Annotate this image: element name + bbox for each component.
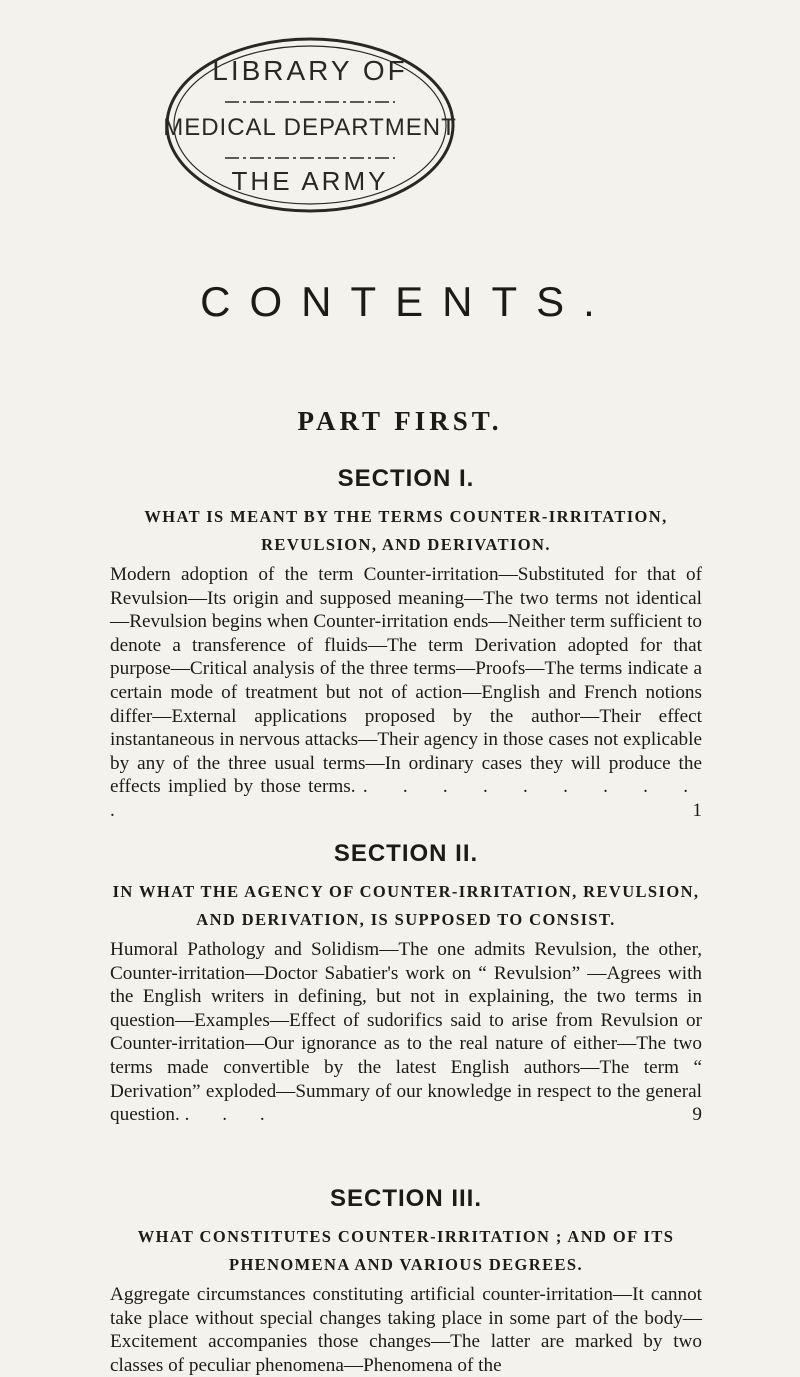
section-heading: SECTION I. xyxy=(337,465,475,492)
dot-leader: . . . xyxy=(184,1104,279,1126)
library-stamp xyxy=(160,30,460,220)
stamp-line-middle: MEDICAL DEPARTMENT xyxy=(163,114,457,141)
page-title: CONTENTS. xyxy=(200,278,614,325)
stamp-line-top: LIBRARY OF xyxy=(212,55,408,86)
page-number: 9 xyxy=(692,1104,702,1126)
section-summary xyxy=(110,938,702,1127)
section-caption: IN WHAT THE AGENCY OF COUNTER-IRRITATION, REVULSION, AND DERIVATION, IS SUPPOSED TO CONSIST. xyxy=(112,882,700,929)
section-heading: SECTION III. xyxy=(329,1185,482,1212)
page-number: 1 xyxy=(692,799,702,821)
section-summary xyxy=(110,1283,702,1377)
stamp-line-bottom: THE ARMY xyxy=(231,166,389,196)
section-summary-text: Humoral Pathology and Solidism—The one admits Revulsion, the other, Counter-irritation—Doctor Sabatier's work on “ Revulsion” —Agrees with the English writers in defining, but not in explaining, the two terms in question—Examples—Effect of sudorifics said to arise from Revulsion or Counter-irritation—Our ignorance as to the real nature of either—The two terms made convertible by the latest English authors—The term “ Derivation” exploded—Summary of our knowledge in respect to the general question. xyxy=(110,939,702,1126)
section-caption: WHAT IS MEANT BY THE TERMS COUNTER-IRRITATION, REVULSION, AND DERIVATION. xyxy=(144,507,668,554)
section-summary-text: Modern adoption of the term Counter-irritation—Substituted for that of Revulsion—Its origin and supposed meaning—The two terms not identical—Revulsion begins when Counter-irritation ends—Neither term sufficient to denote a transference of fluids—The term Derivation adopted for that purpose—Critical analysis of the three terms—Proofs—The terms indicate a certain mode of treatment but not of action—English and French notions differ—External applications proposed by the author—Their effect instantaneous in nervous attacks—Their agency in those cases not explicable by any of the three usual terms—In ordinary cases they will produce the effects implied by those terms. xyxy=(110,564,702,798)
dot-leader: . . . . . . . . . . xyxy=(110,776,703,821)
section-summary-text: Aggregate circumstances constituting artificial counter-irritation—It cannot take place without special changes taking place in some part of the body—Excitement accompanies those changes—The latter are marked by two classes of peculiar phenomena—Phenomena of the xyxy=(110,1284,702,1376)
section-1 xyxy=(110,465,702,823)
part-heading: PART FIRST. xyxy=(297,406,503,436)
section-2 xyxy=(110,840,702,1127)
section-caption: WHAT CONSTITUTES COUNTER-IRRITATION ; AND OF ITS PHENOMENA AND VARIOUS DEGREES. xyxy=(137,1227,675,1274)
section-3 xyxy=(110,1185,702,1377)
section-summary xyxy=(110,563,702,823)
stamp-oval-graphic xyxy=(160,30,460,220)
section-heading: SECTION II. xyxy=(333,840,479,867)
